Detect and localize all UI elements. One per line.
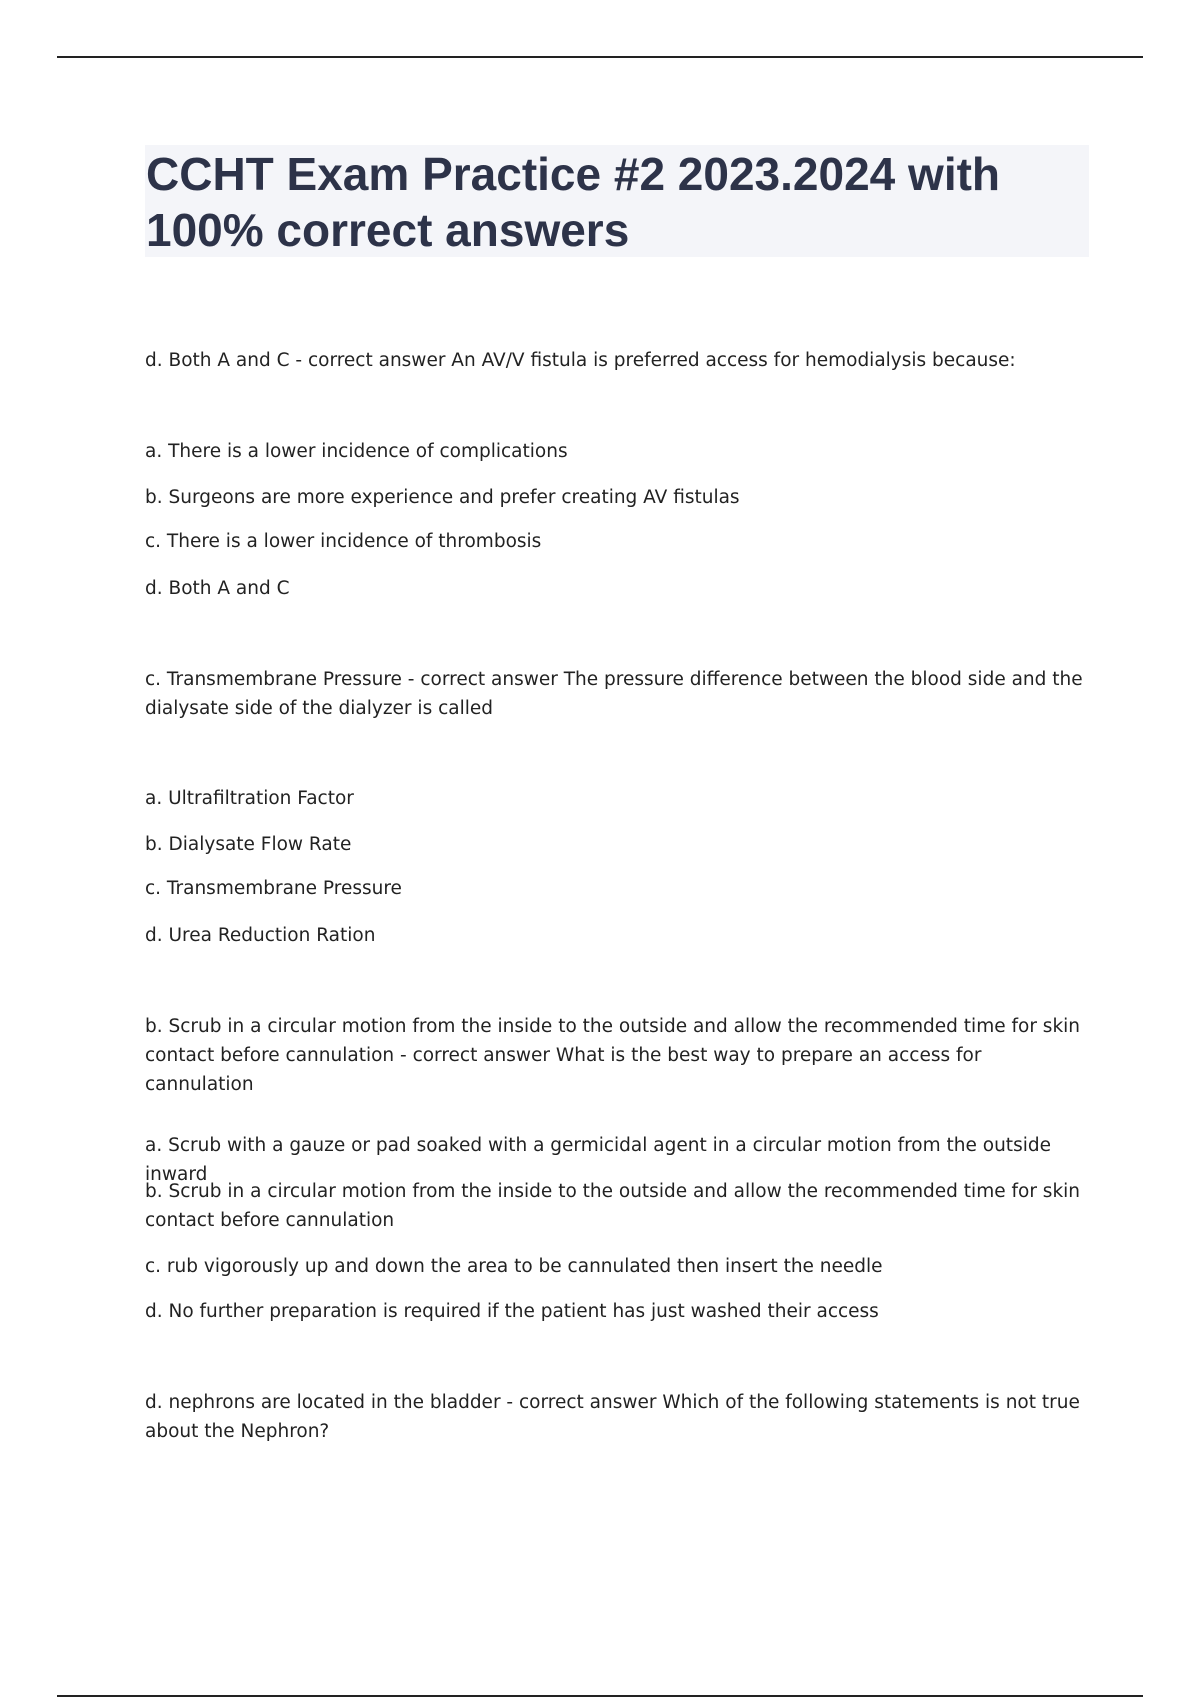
option-1d: d. Both A and C — [145, 578, 290, 599]
option-3d: d. No further preparation is required if the patient has just washed their access — [145, 1301, 879, 1322]
option-2c: c. Transmembrane Pressure — [145, 878, 402, 899]
question-2: c. Transmembrane Pressure - correct answer The pressure difference between the blood side and the dialysate side of the dialyzer is called — [145, 669, 1083, 719]
header-rule — [57, 56, 1143, 58]
page-title: CCHT Exam Practice #2 2023.2024 with 100% correct answers — [146, 148, 1001, 256]
option-2b: b. Dialysate Flow Rate — [145, 834, 352, 855]
question-3: b. Scrub in a circular motion from the inside to the outside and allow the recommended time for skin contact before cannulation - correct answer What is the best way to prepare an access for cannulation — [145, 1016, 1081, 1095]
option-3c: c. rub vigorously up and down the area to be cannulated then insert the needle — [145, 1256, 883, 1277]
question-4: d. nephrons are located in the bladder - correct answer Which of the following statements is not true about the Nephron? — [145, 1392, 1080, 1442]
option-3a: a. Scrub with a gauze or pad soaked with a germicidal agent in a circular motion from the outside inward — [145, 1135, 1051, 1185]
option-1a: a. There is a lower incidence of complications — [145, 441, 568, 462]
footer-rule — [57, 1695, 1143, 1697]
option-1b: b. Surgeons are more experience and prefer creating AV fistulas — [145, 487, 740, 508]
option-3b: b. Scrub in a circular motion from the inside to the outside and allow the recommended time for skin contact before cannulation — [145, 1181, 1081, 1231]
question-1: d. Both A and C - correct answer An AV/V fistula is preferred access for hemodialysis because: — [145, 350, 1016, 371]
option-2a: a. Ultrafiltration Factor — [145, 788, 354, 809]
option-2d: d. Urea Reduction Ration — [145, 925, 376, 946]
option-1c: c. There is a lower incidence of thrombosis — [145, 531, 542, 552]
